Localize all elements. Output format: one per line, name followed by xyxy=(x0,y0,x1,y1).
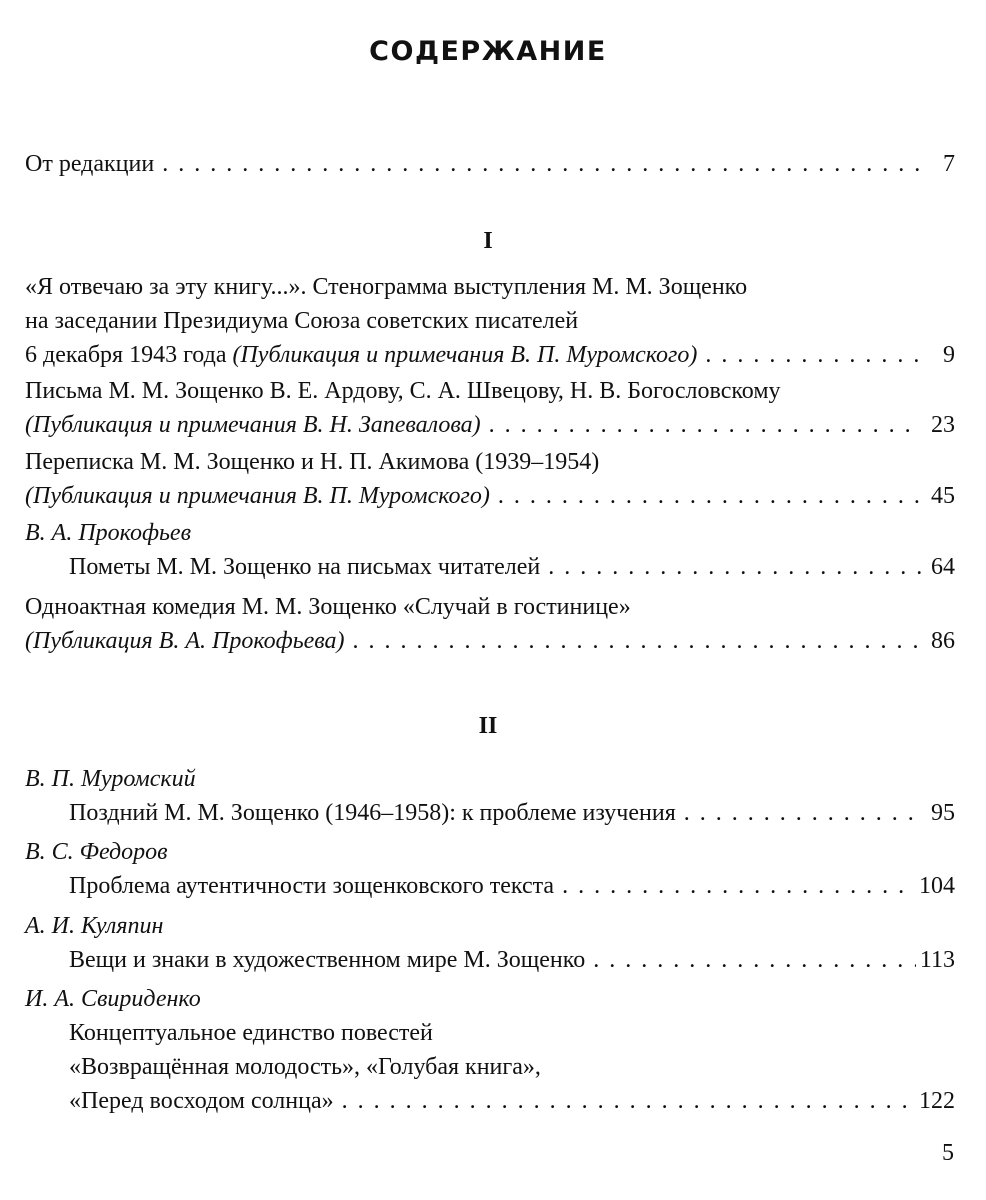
entry-page: 104 xyxy=(919,873,955,899)
entry-title-line: «Возвращённая молодость», «Голубая книга», xyxy=(69,1054,541,1080)
entry-page: 95 xyxy=(931,800,955,826)
entry-publication-note: (Публикация В. А. Прокофьева) xyxy=(25,628,345,654)
entry-title: От редакции xyxy=(25,151,155,177)
toc-entry xyxy=(25,445,955,513)
section-heading-1: I xyxy=(483,228,493,254)
toc-entry xyxy=(25,590,955,658)
page-title: СОДЕРЖАНИЕ xyxy=(369,36,607,67)
entry-title-line: Письма М. М. Зощенко В. Е. Ардову, С. А. Швецову, Н. В. Богословскому xyxy=(25,378,781,404)
page-number: 5 xyxy=(942,1140,954,1166)
entry-title-line: Одноактная комедия М. М. Зощенко «Случай в гостинице» xyxy=(25,594,631,620)
entry-title: Пометы М. М. Зощенко на письмах читателей xyxy=(69,554,541,580)
entry-page: 7 xyxy=(943,151,955,177)
entry-title-line: Концептуальное единство повестей xyxy=(69,1020,433,1046)
entry-title: Вещи и знаки в художественном мире М. Зощенко xyxy=(69,947,586,973)
toc-entry xyxy=(25,835,955,903)
entry-title-line: «Я отвечаю за эту книгу...». Стенограмма выступления М. М. Зощенко xyxy=(25,274,748,300)
toc-entry xyxy=(25,762,955,830)
section-heading-2: II xyxy=(478,713,498,739)
toc-entry-editorial xyxy=(25,147,955,181)
entry-page: 45 xyxy=(931,483,955,509)
dot-leader xyxy=(705,338,921,372)
entry-page: 122 xyxy=(919,1088,955,1114)
dot-leader xyxy=(162,147,921,181)
entry-title-line: «Перед восходом солнца» xyxy=(69,1088,334,1114)
entry-title: Проблема аутентичности зощенковского текста xyxy=(69,873,555,899)
entry-title-line: 6 декабря 1943 года xyxy=(25,342,227,368)
dot-leader xyxy=(562,869,915,903)
toc-entry xyxy=(25,982,955,1118)
entry-page: 9 xyxy=(943,342,955,368)
entry-title: Поздний М. М. Зощенко (1946–1958): к проблеме изучения xyxy=(69,800,676,826)
toc-entry xyxy=(25,909,955,977)
entry-page: 113 xyxy=(919,947,955,973)
entry-publication-note: (Публикация и примечания В. Н. Запевалова) xyxy=(25,412,481,438)
entry-page: 86 xyxy=(931,628,955,654)
entry-publication-note: (Публикация и примечания В. П. Муромского) xyxy=(232,342,698,368)
dot-leader xyxy=(593,943,916,977)
entry-author: В. П. Муромский xyxy=(25,766,196,792)
dot-leader xyxy=(548,550,921,584)
entry-title-line: на заседании Президиума Союза советских писателей xyxy=(25,308,579,334)
toc-entry xyxy=(25,270,955,372)
entry-publication-note: (Публикация и примечания В. П. Муромского) xyxy=(25,483,490,509)
entry-author: В. А. Прокофьев xyxy=(25,520,191,546)
dot-leader xyxy=(498,479,921,513)
dot-leader xyxy=(342,1084,915,1118)
toc-entry xyxy=(25,516,955,584)
entry-page: 64 xyxy=(931,554,955,580)
dot-leader xyxy=(353,624,921,658)
entry-title-line: Переписка М. М. Зощенко и Н. П. Акимова (1939–1954) xyxy=(25,449,600,475)
dot-leader xyxy=(489,408,921,442)
entry-author: А. И. Куляпин xyxy=(25,913,164,939)
toc-entry xyxy=(25,374,955,442)
entry-page: 23 xyxy=(931,412,955,438)
dot-leader xyxy=(684,796,921,830)
entry-author: В. С. Федоров xyxy=(25,839,168,865)
entry-author: И. А. Свириденко xyxy=(25,986,201,1012)
